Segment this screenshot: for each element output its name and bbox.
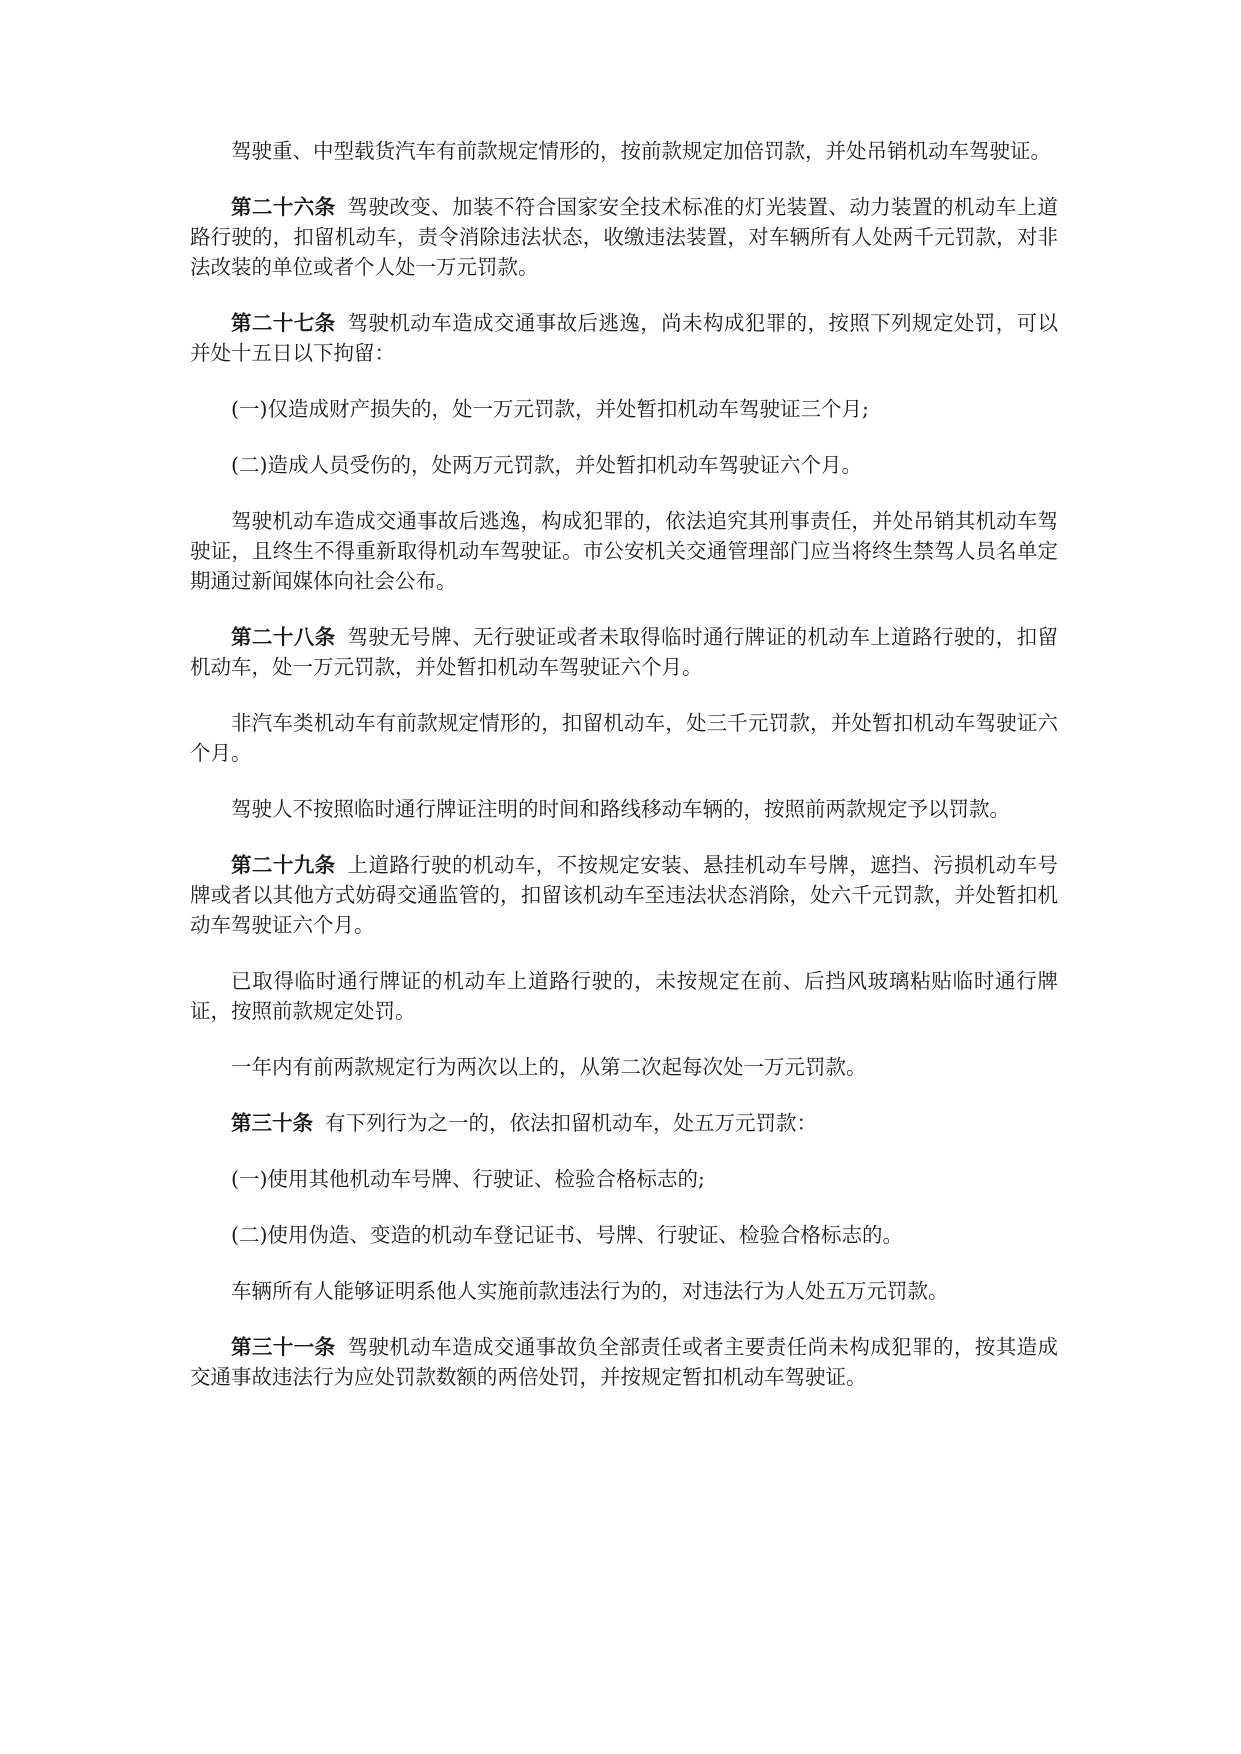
article-29-clause-3 — [190, 1052, 1058, 1082]
paragraph-text: 驾驶机动车造成交通事故负全部责任或者主要责任尚未构成犯罪的，按其造成交通事故违法行为应处罚款数额的两倍处罚，并按规定暂扣机动车驾驶证。 — [190, 1335, 1059, 1389]
article-heading: 第二十八条 — [231, 625, 336, 649]
paragraph-text: 驾驶机动车造成交通事故后逃逸，尚未构成犯罪的，按照下列规定处罚，可以并处十五日以下拘留： — [190, 311, 1059, 365]
article-27-item-1 — [190, 394, 1058, 424]
paragraph-1 — [190, 136, 1058, 166]
article-27 — [190, 308, 1058, 368]
article-28 — [190, 622, 1058, 682]
article-30 — [190, 1108, 1058, 1138]
article-heading: 第二十九条 — [231, 853, 336, 877]
article-heading: 第二十六条 — [231, 195, 336, 219]
article-29 — [190, 850, 1058, 940]
paragraph-text: 上道路行驶的机动车，不按规定安装、悬挂机动车号牌，遮挡、污损机动车号牌或者以其他方式妨碍交通监管的，扣留该机动车至违法状态消除，处六千元罚款，并处暂扣机动车驾驶证六个月。 — [190, 853, 1059, 937]
article-30-item-1 — [190, 1164, 1058, 1194]
paragraph-text: 非汽车类机动车有前款规定情形的，扣留机动车，处三千元罚款，并处暂扣机动车驾驶证六个月。 — [190, 711, 1058, 765]
paragraph-text: 驾驶无号牌、无行驶证或者未取得临时通行牌证的机动车上道路行驶的，扣留机动车，处一万元罚款，并处暂扣机动车驾驶证六个月。 — [190, 625, 1059, 679]
article-heading: 第三十条 — [231, 1111, 313, 1135]
article-31 — [190, 1332, 1058, 1392]
paragraph-text: 有下列行为之一的，依法扣留机动车，处五万元罚款： — [325, 1111, 817, 1135]
article-heading: 第二十七条 — [231, 311, 336, 335]
paragraph-text: 驾驶人不按照临时通行牌证注明的时间和路线移动车辆的，按照前两款规定予以罚款。 — [231, 797, 1010, 821]
paragraph-text: (一)使用其他机动车号牌、行驶证、检验合格标志的; — [231, 1167, 705, 1191]
paragraph-text: 车辆所有人能够证明系他人实施前款违法行为的，对违法行为人处五万元罚款。 — [231, 1279, 949, 1303]
article-26 — [190, 192, 1058, 282]
paragraph-text: 驾驶重、中型载货汽车有前款规定情形的，按前款规定加倍罚款，并处吊销机动车驾驶证。 — [231, 139, 1051, 163]
paragraph-text: (一)仅造成财产损失的，处一万元罚款，并处暂扣机动车驾驶证三个月; — [231, 397, 869, 421]
article-heading: 第三十一条 — [231, 1335, 336, 1359]
paragraph-text: 驾驶改变、加装不符合国家安全技术标准的灯光装置、动力装置的机动车上道路行驶的，扣留机动车，责令消除违法状态，收缴违法装置，对车辆所有人处两千元罚款，对非法改装的单位或者个人处一万元罚款。 — [190, 195, 1059, 279]
paragraph-text: 一年内有前两款规定行为两次以上的，从第二次起每次处一万元罚款。 — [231, 1055, 867, 1079]
article-27-clause-2 — [190, 506, 1058, 596]
article-30-item-2 — [190, 1220, 1058, 1250]
article-28-clause-3 — [190, 794, 1058, 824]
article-27-item-2 — [190, 450, 1058, 480]
article-30-clause-2 — [190, 1276, 1058, 1306]
article-29-clause-2 — [190, 966, 1058, 1026]
paragraph-text: 驾驶机动车造成交通事故后逃逸，构成犯罪的，依法追究其刑事责任，并处吊销其机动车驾驶证，且终生不得重新取得机动车驾驶证。市公安机关交通管理部门应当将终生禁驾人员名单定期通过新闻媒体向社会公布。 — [190, 509, 1058, 593]
article-28-clause-2 — [190, 708, 1058, 768]
paragraph-text: (二)造成人员受伤的，处两万元罚款，并处暂扣机动车驾驶证六个月。 — [231, 453, 862, 477]
paragraph-text: 已取得临时通行牌证的机动车上道路行驶的，未按规定在前、后挡风玻璃粘贴临时通行牌证，按照前款规定处罚。 — [190, 969, 1058, 1023]
document-page — [190, 136, 1058, 1418]
paragraph-text: (二)使用伪造、变造的机动车登记证书、号牌、行驶证、检验合格标志的。 — [231, 1223, 903, 1247]
